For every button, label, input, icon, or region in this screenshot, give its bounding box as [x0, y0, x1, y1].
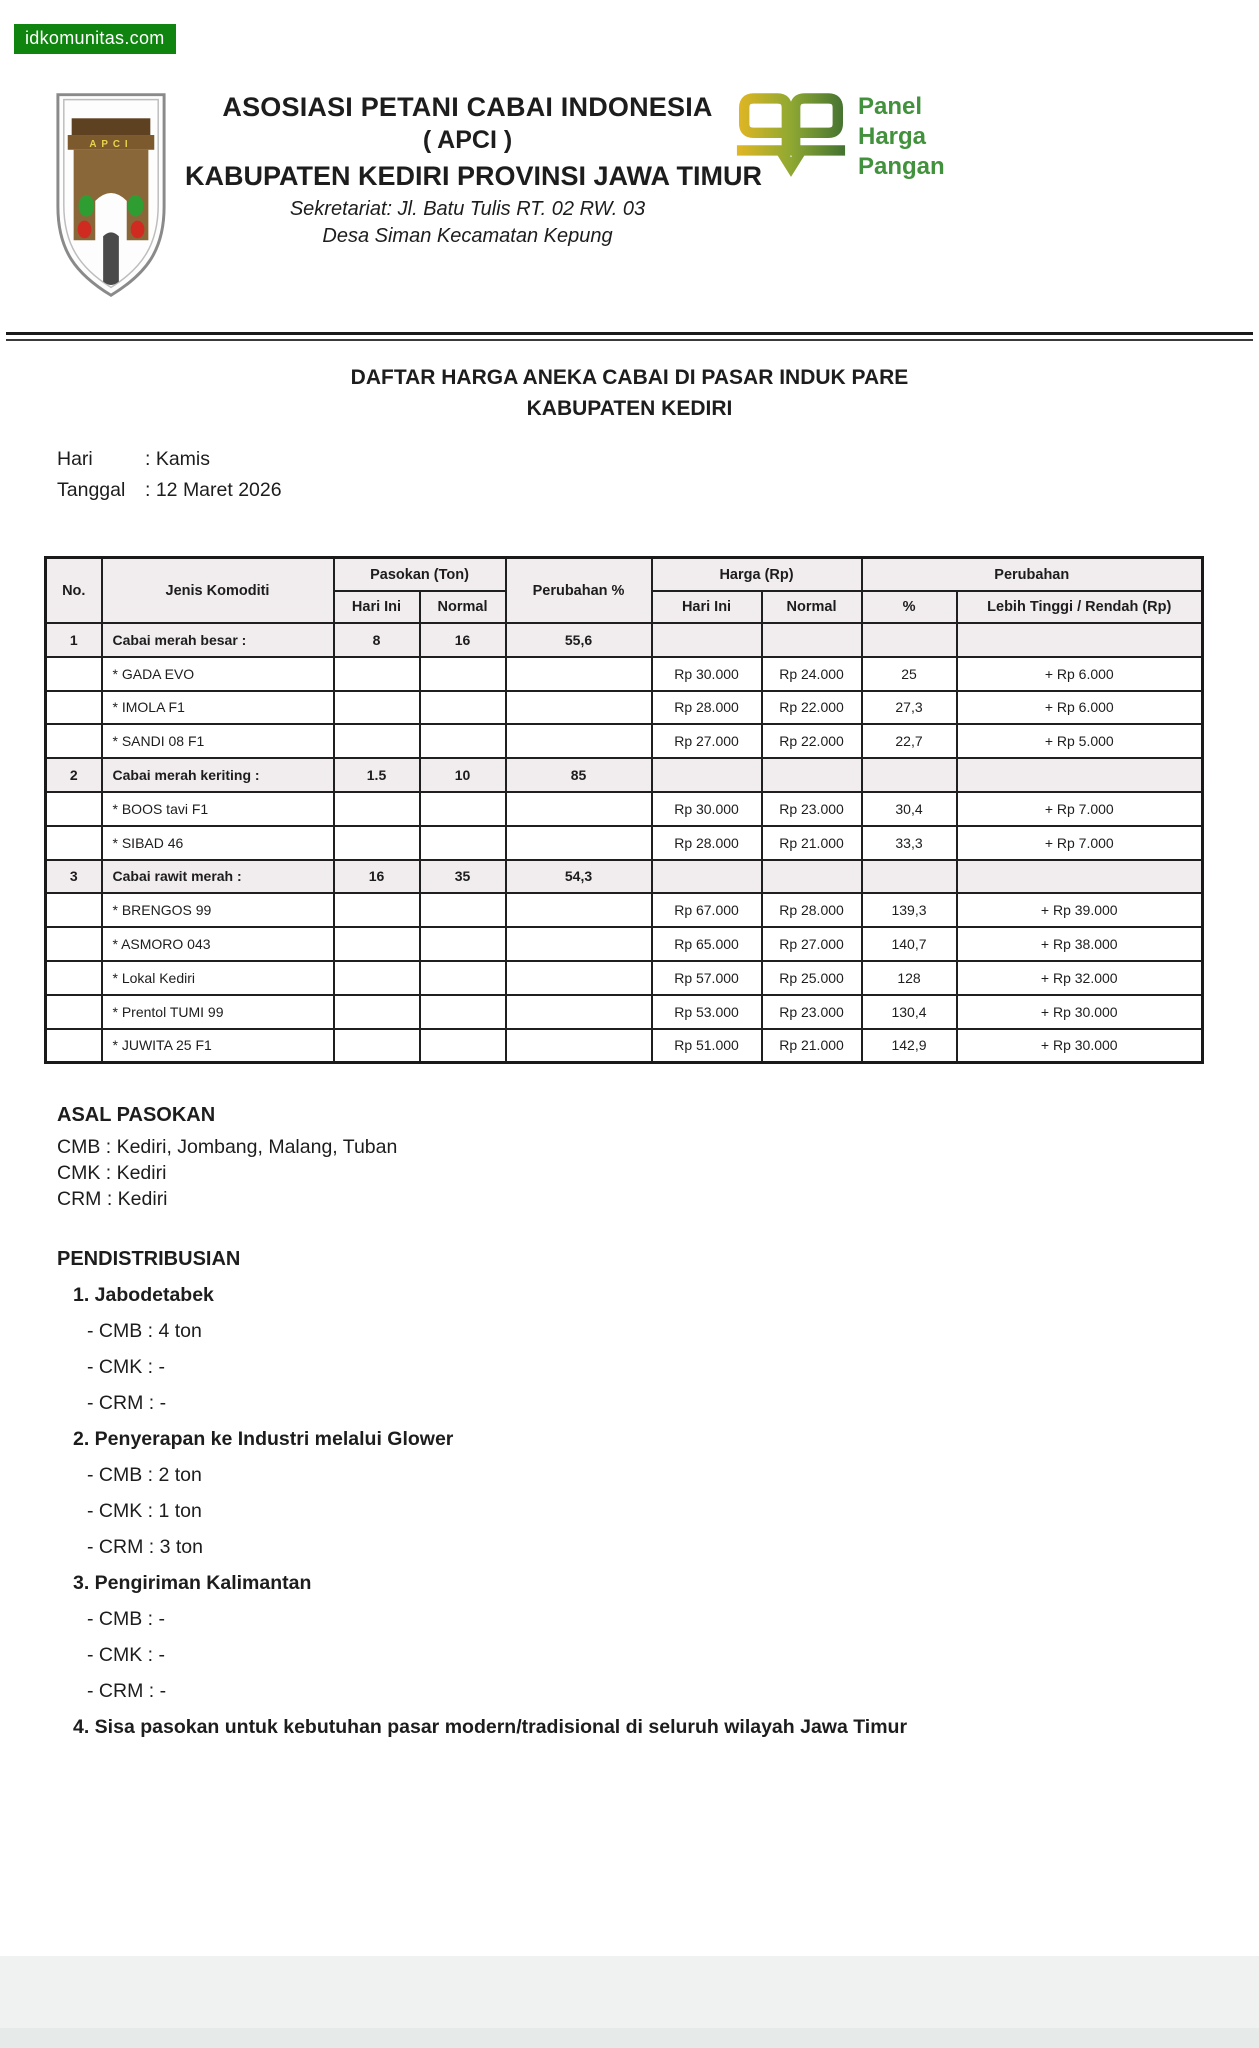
- item-row: [46, 1029, 1203, 1063]
- cell-harga-hari-ini: Rp 28.000: [652, 826, 762, 860]
- cell-diff: + Rp 30.000: [957, 995, 1203, 1029]
- pendistribusian-section: [57, 1246, 907, 1750]
- org-abbrev: ( APCI ): [422, 126, 513, 154]
- cell-harga-hari-ini: Rp 30.000: [652, 792, 762, 826]
- cell-pct: 142,9: [862, 1029, 957, 1063]
- cell-diff: + Rp 7.000: [957, 792, 1203, 826]
- cell-harga-hari-ini: [652, 758, 762, 792]
- cell-harga-normal: Rp 22.000: [762, 724, 862, 758]
- cell-pasokan-hari-ini: [334, 1029, 420, 1063]
- col-header-pasokan: Pasokan (Ton): [334, 558, 506, 592]
- cell-harga-hari-ini: Rp 30.000: [652, 657, 762, 691]
- cell-harga-hari-ini: Rp 28.000: [652, 691, 762, 725]
- cell-pasokan-normal: [420, 826, 506, 860]
- cell-perubahan-pct: [506, 927, 652, 961]
- pendistribusian-title: PENDISTRIBUSIAN: [57, 1248, 241, 1270]
- cell-no: [46, 657, 102, 691]
- cell-pct: 128: [862, 961, 957, 995]
- col-header-no: No.: [46, 558, 102, 624]
- pend-item1-heading: 1. Jabodetabek: [73, 1284, 214, 1306]
- cell-harga-hari-ini: [652, 623, 762, 657]
- col-header-pasokan-hari-ini: Hari Ini: [334, 591, 420, 623]
- cell-pct: [862, 860, 957, 894]
- panel-harga-pangan-label: [858, 92, 945, 182]
- cell-perubahan-pct: [506, 961, 652, 995]
- tanggal-value: : 12 Maret 2026: [145, 479, 282, 501]
- cell-no: 2: [46, 758, 102, 792]
- col-header-harga-normal: Normal: [762, 591, 862, 623]
- cell-diff: + Rp 39.000: [957, 893, 1203, 927]
- cell-diff: + Rp 32.000: [957, 961, 1203, 995]
- cell-perubahan-pct: [506, 657, 652, 691]
- cell-komoditi: * Prentol TUMI 99: [102, 995, 334, 1029]
- cell-pasokan-normal: [420, 691, 506, 725]
- asal-pasokan-section: [57, 1102, 397, 1212]
- pend-item3-cmb: - CMB : -: [87, 1608, 165, 1630]
- cell-pasokan-normal: 10: [420, 758, 506, 792]
- cell-no: [46, 691, 102, 725]
- cell-pct: 22,7: [862, 724, 957, 758]
- cell-no: [46, 792, 102, 826]
- cell-komoditi: Cabai rawit merah :: [102, 860, 334, 894]
- cell-pct: 27,3: [862, 691, 957, 725]
- cell-pasokan-hari-ini: [334, 657, 420, 691]
- cell-no: [46, 826, 102, 860]
- cell-diff: [957, 623, 1203, 657]
- cell-perubahan-pct: [506, 1029, 652, 1063]
- cell-perubahan-pct: 55,6: [506, 623, 652, 657]
- cell-pasokan-hari-ini: [334, 792, 420, 826]
- item-row: [46, 961, 1203, 995]
- cell-komoditi: * BOOS tavi F1: [102, 792, 334, 826]
- cell-pct: 30,4: [862, 792, 957, 826]
- cell-pasokan-hari-ini: [334, 927, 420, 961]
- panel-harga-pangan-logo-icon: [733, 86, 849, 190]
- cell-harga-normal: [762, 758, 862, 792]
- col-header-pasokan-normal: Normal: [420, 591, 506, 623]
- cell-harga-normal: Rp 28.000: [762, 893, 862, 927]
- col-header-perubahan-pct: Perubahan %: [506, 558, 652, 624]
- watermark-badge: idkomunitas.com: [14, 24, 176, 54]
- cell-harga-normal: [762, 623, 862, 657]
- item-row: [46, 826, 1203, 860]
- apci-shield-logo-icon: [52, 90, 170, 300]
- cell-pasokan-normal: [420, 995, 506, 1029]
- cell-pct: 139,3: [862, 893, 957, 927]
- cell-diff: + Rp 5.000: [957, 724, 1203, 758]
- cell-pasokan-hari-ini: [334, 826, 420, 860]
- cell-komoditi: * SIBAD 46: [102, 826, 334, 860]
- cell-pasokan-normal: [420, 724, 506, 758]
- item-row: [46, 893, 1203, 927]
- cell-harga-normal: Rp 21.000: [762, 826, 862, 860]
- cell-pasokan-normal: [420, 792, 506, 826]
- cell-pasokan-normal: [420, 893, 506, 927]
- cell-harga-normal: Rp 23.000: [762, 995, 862, 1029]
- cell-pasokan-hari-ini: [334, 995, 420, 1029]
- item-row: [46, 927, 1203, 961]
- cell-komoditi: * SANDI 08 F1: [102, 724, 334, 758]
- cell-harga-hari-ini: [652, 860, 762, 894]
- cell-diff: [957, 758, 1203, 792]
- hari-line: [57, 444, 282, 475]
- cell-pasokan-hari-ini: 16: [334, 860, 420, 894]
- org-sekretariat: Sekretariat: Jl. Batu Tulis RT. 02 RW. 03: [289, 198, 646, 220]
- cell-harga-normal: [762, 860, 862, 894]
- double-rule-divider: [6, 332, 1253, 341]
- cell-pasokan-hari-ini: 8: [334, 623, 420, 657]
- cell-perubahan-pct: 54,3: [506, 860, 652, 894]
- cell-no: 1: [46, 623, 102, 657]
- footer-band: [0, 1956, 1259, 2048]
- cell-komoditi: * BRENGOS 99: [102, 893, 334, 927]
- item-row: [46, 792, 1203, 826]
- cell-perubahan-pct: [506, 724, 652, 758]
- cell-pct: 130,4: [862, 995, 957, 1029]
- cell-perubahan-pct: [506, 893, 652, 927]
- pend-item1-crm: - CRM : -: [87, 1392, 167, 1414]
- cell-perubahan-pct: [506, 792, 652, 826]
- date-meta: [57, 444, 282, 506]
- cell-harga-hari-ini: Rp 51.000: [652, 1029, 762, 1063]
- cell-harga-hari-ini: Rp 27.000: [652, 724, 762, 758]
- pend-item2-crm: - CRM : 3 ton: [87, 1536, 203, 1558]
- price-table-body: [46, 623, 1203, 1063]
- cell-pct: [862, 758, 957, 792]
- cell-komoditi: * IMOLA F1: [102, 691, 334, 725]
- panel-label-line1: Panel: [858, 93, 923, 120]
- pend-item2-heading: 2. Penyerapan ke Industri melalui Glower: [73, 1428, 454, 1450]
- cell-harga-hari-ini: Rp 57.000: [652, 961, 762, 995]
- category-row: [46, 623, 1203, 657]
- pend-item3-cmk: - CMK : -: [87, 1644, 165, 1666]
- cell-no: [46, 961, 102, 995]
- category-row: [46, 860, 1203, 894]
- cell-diff: + Rp 7.000: [957, 826, 1203, 860]
- footer-band-edge: [0, 2028, 1259, 2048]
- hari-value: : Kamis: [145, 448, 211, 470]
- org-desa: Desa Siman Kecamatan Kepung: [322, 225, 613, 247]
- col-header-diff: Lebih Tinggi / Rendah (Rp): [957, 591, 1203, 623]
- cell-pasokan-hari-ini: [334, 724, 420, 758]
- cell-pasokan-normal: [420, 1029, 506, 1063]
- cell-perubahan-pct: [506, 995, 652, 1029]
- item-row: [46, 691, 1203, 725]
- cell-harga-normal: Rp 23.000: [762, 792, 862, 826]
- cell-harga-normal: Rp 27.000: [762, 927, 862, 961]
- tanggal-label: Tanggal: [57, 479, 126, 501]
- cell-komoditi: Cabai merah keriting :: [102, 758, 334, 792]
- pend-item3-crm: - CRM : -: [87, 1680, 167, 1702]
- cell-harga-hari-ini: Rp 65.000: [652, 927, 762, 961]
- asal-line-cmk: CMK : Kediri: [57, 1162, 167, 1184]
- cell-pasokan-normal: [420, 927, 506, 961]
- cell-pasokan-normal: 35: [420, 860, 506, 894]
- hari-label: Hari: [57, 448, 93, 470]
- cell-no: [46, 724, 102, 758]
- pend-item4-heading: 4. Sisa pasokan untuk kebutuhan pasar modern/tradisional di seluruh wilayah Jawa Timur: [73, 1716, 908, 1738]
- pend-item1-cmb: - CMB : 4 ton: [87, 1320, 202, 1342]
- cell-perubahan-pct: 85: [506, 758, 652, 792]
- cell-harga-hari-ini: Rp 67.000: [652, 893, 762, 927]
- cell-diff: + Rp 30.000: [957, 1029, 1203, 1063]
- cell-harga-hari-ini: Rp 53.000: [652, 995, 762, 1029]
- document-title-line2: KABUPATEN KEDIRI: [526, 397, 733, 420]
- cell-diff: [957, 860, 1203, 894]
- cell-komoditi: * Lokal Kediri: [102, 961, 334, 995]
- cell-pasokan-normal: [420, 961, 506, 995]
- document-title-line1: DAFTAR HARGA ANEKA CABAI DI PASAR INDUK PARE: [350, 366, 909, 389]
- cell-pasokan-hari-ini: [334, 893, 420, 927]
- panel-label-line3: Pangan: [858, 153, 945, 180]
- cell-komoditi: Cabai merah besar :: [102, 623, 334, 657]
- pend-item3-heading: 3. Pengiriman Kalimantan: [73, 1572, 312, 1594]
- cell-no: 3: [46, 860, 102, 894]
- panel-label-line2: Harga: [858, 123, 927, 150]
- cell-komoditi: * ASMORO 043: [102, 927, 334, 961]
- col-header-pct: %: [862, 591, 957, 623]
- col-header-harga-hari-ini: Hari Ini: [652, 591, 762, 623]
- cell-pct: 33,3: [862, 826, 957, 860]
- cell-pasokan-hari-ini: 1.5: [334, 758, 420, 792]
- item-row: [46, 995, 1203, 1029]
- tanggal-line: [57, 475, 282, 506]
- cell-harga-normal: Rp 25.000: [762, 961, 862, 995]
- org-header: [185, 92, 763, 248]
- pend-item2-cmk: - CMK : 1 ton: [87, 1500, 202, 1522]
- cell-perubahan-pct: [506, 826, 652, 860]
- asal-line-crm: CRM : Kediri: [57, 1188, 168, 1210]
- col-header-perubahan: Perubahan: [862, 558, 1203, 592]
- item-row: [46, 657, 1203, 691]
- cell-pct: [862, 623, 957, 657]
- cell-harga-normal: Rp 21.000: [762, 1029, 862, 1063]
- item-row: [46, 724, 1203, 758]
- cell-no: [46, 995, 102, 1029]
- cell-harga-normal: Rp 22.000: [762, 691, 862, 725]
- cell-no: [46, 1029, 102, 1063]
- shield-apci-text: APCI: [89, 138, 133, 150]
- cell-harga-normal: Rp 24.000: [762, 657, 862, 691]
- cell-pasokan-hari-ini: [334, 961, 420, 995]
- cell-pasokan-hari-ini: [334, 691, 420, 725]
- asal-line-cmb: CMB : Kediri, Jombang, Malang, Tuban: [57, 1136, 398, 1158]
- cell-pct: 140,7: [862, 927, 957, 961]
- cell-pasokan-normal: 16: [420, 623, 506, 657]
- org-name: ASOSIASI PETANI CABAI INDONESIA: [222, 92, 713, 122]
- cell-diff: + Rp 6.000: [957, 657, 1203, 691]
- cell-no: [46, 893, 102, 927]
- col-header-harga: Harga (Rp): [652, 558, 862, 592]
- pend-item2-cmb: - CMB : 2 ton: [87, 1464, 202, 1486]
- document-title: [0, 362, 1259, 424]
- col-header-komoditi: Jenis Komoditi: [102, 558, 334, 624]
- cell-no: [46, 927, 102, 961]
- price-table: [44, 556, 1204, 1064]
- cell-komoditi: * JUWITA 25 F1: [102, 1029, 334, 1063]
- cell-pasokan-normal: [420, 657, 506, 691]
- category-row: [46, 758, 1203, 792]
- cell-pct: 25: [862, 657, 957, 691]
- cell-perubahan-pct: [506, 691, 652, 725]
- org-region: KABUPATEN KEDIRI PROVINSI JAWA TIMUR: [185, 161, 763, 191]
- cell-komoditi: * GADA EVO: [102, 657, 334, 691]
- cell-diff: + Rp 38.000: [957, 927, 1203, 961]
- cell-diff: + Rp 6.000: [957, 691, 1203, 725]
- pend-item1-cmk: - CMK : -: [87, 1356, 165, 1378]
- asal-pasokan-title: ASAL PASOKAN: [57, 1104, 216, 1126]
